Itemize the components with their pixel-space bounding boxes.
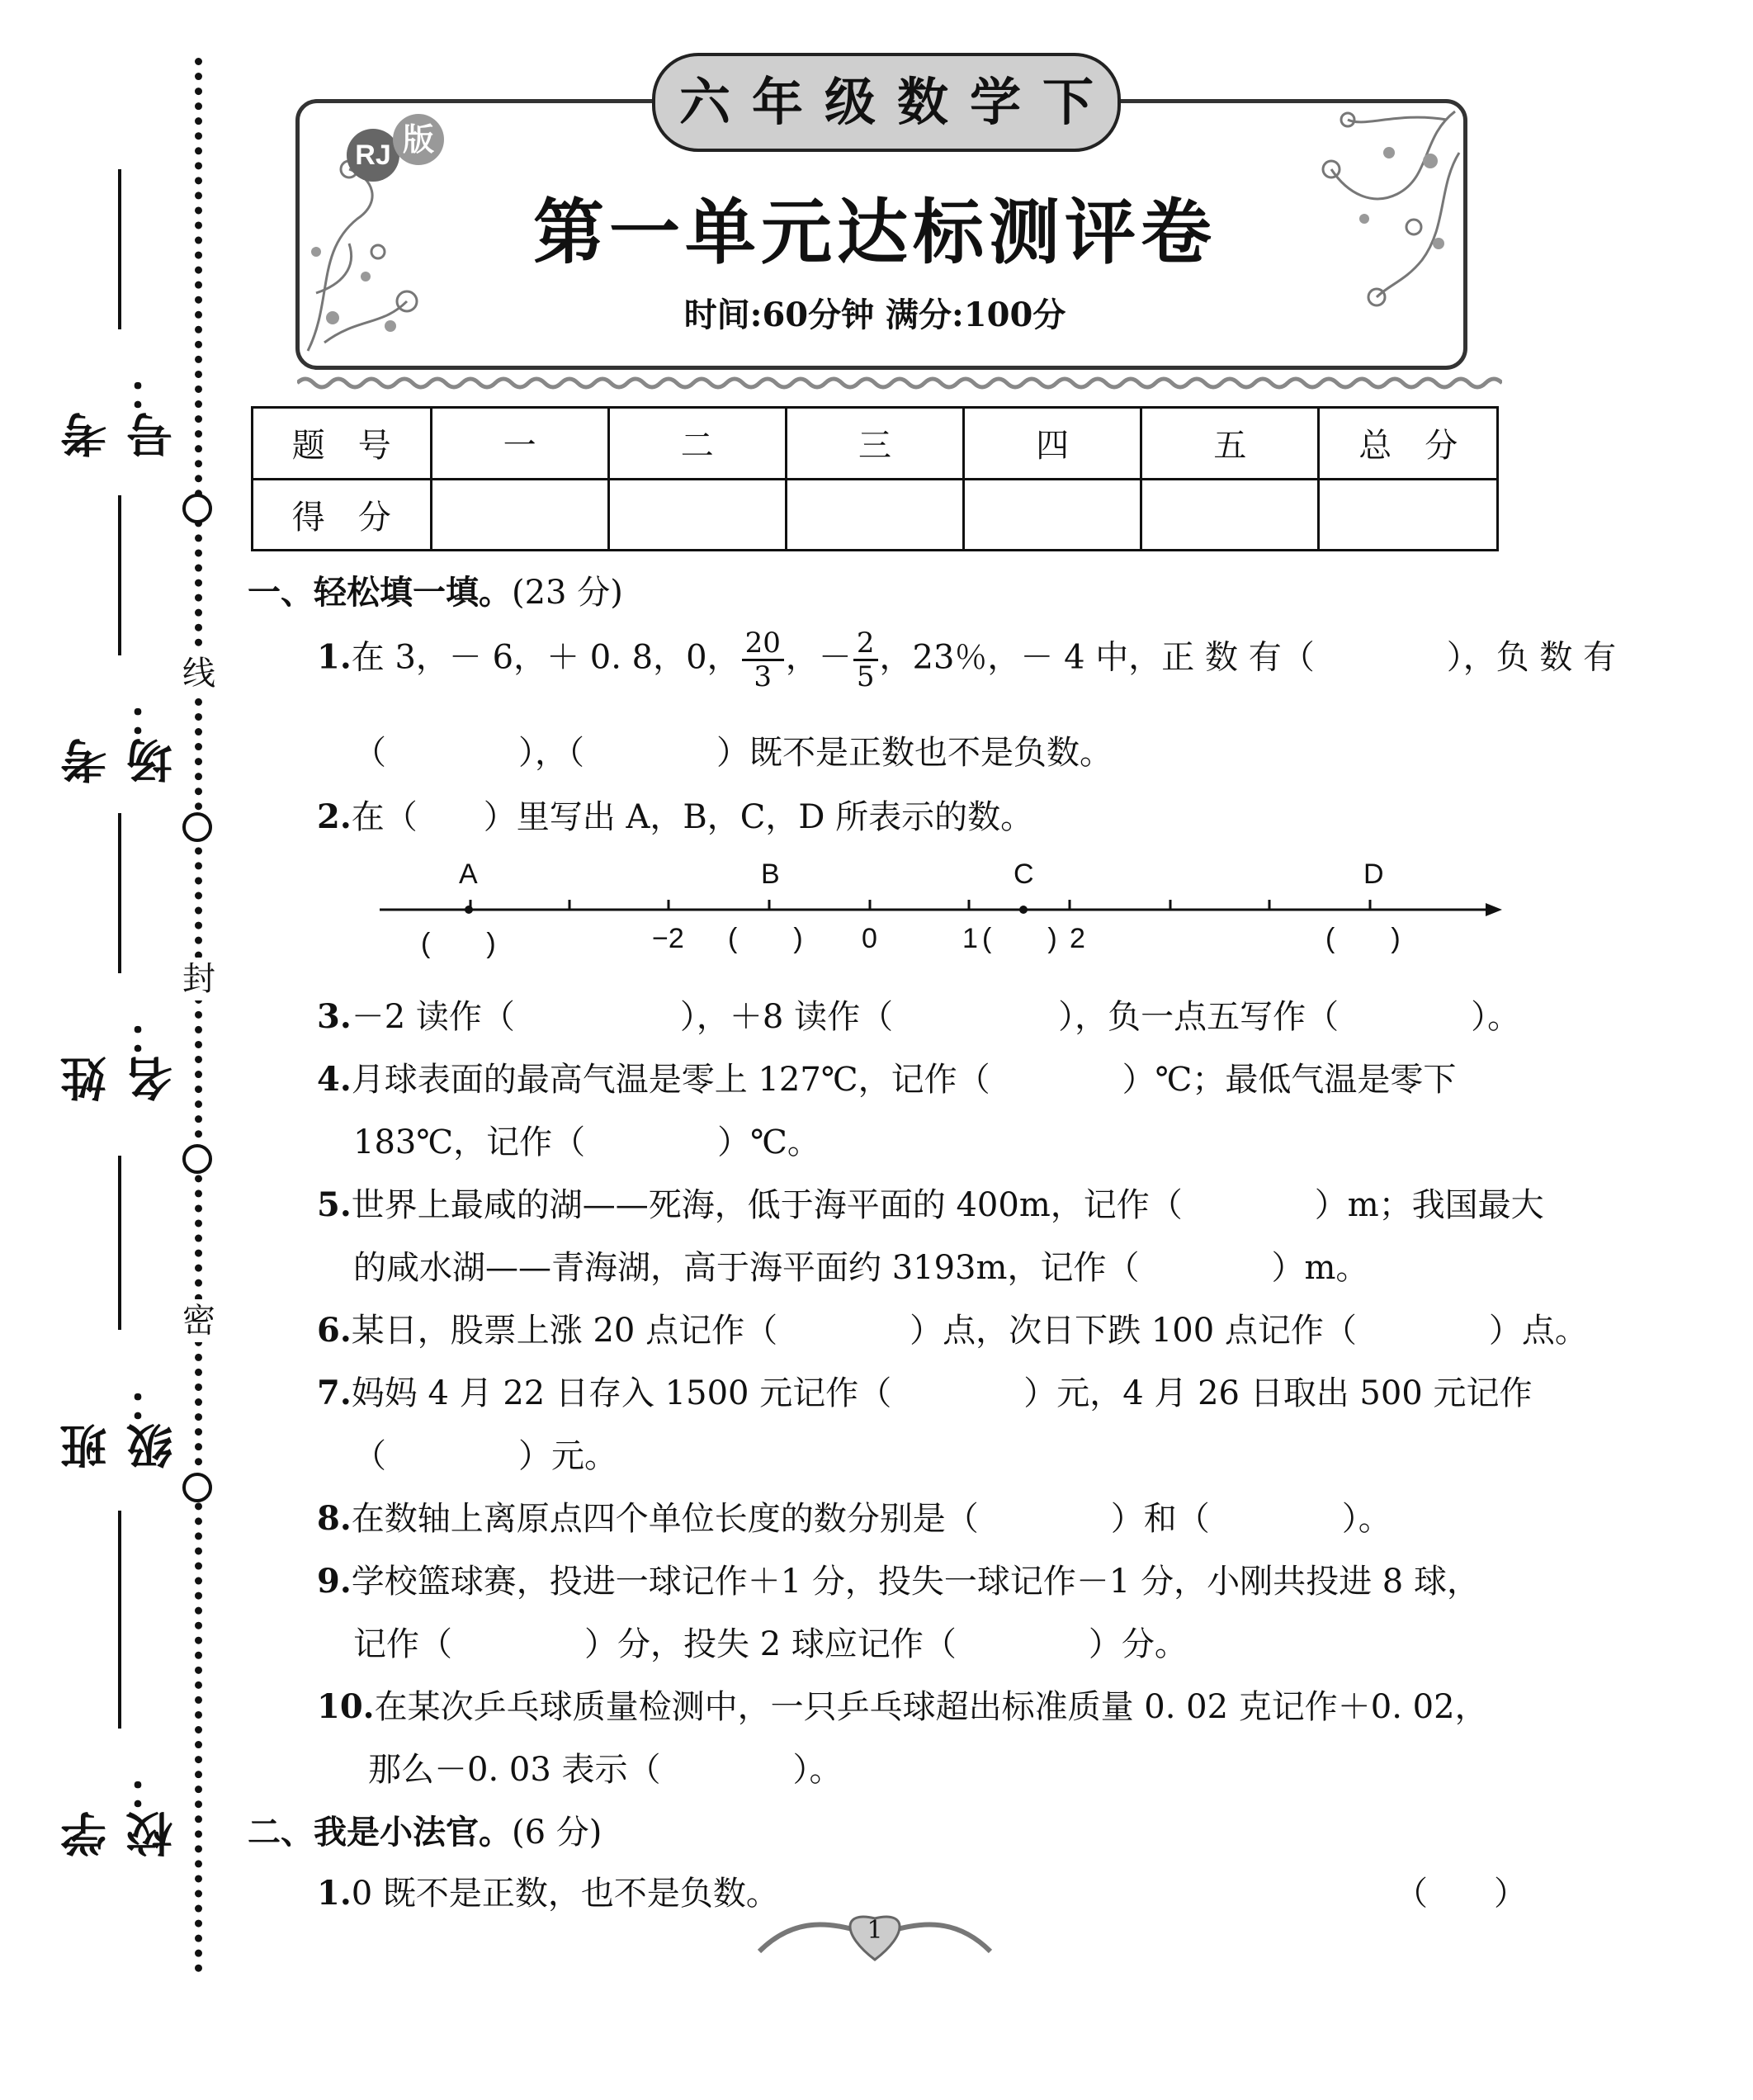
section-1-heading <box>248 566 623 613</box>
question-number: 7. <box>317 1374 352 1412</box>
judge-question-1 <box>317 1867 779 1914</box>
frac-denominator: 5 <box>856 660 875 693</box>
q10-text: 在某次乒乓球质量检测中，一只乒乓球超出标准质量 0. 02 克记作＋0. 02， <box>374 1688 1488 1726</box>
q1-text-c: ，23％，－ 4 中，正 数 有（ ），负 数 有 <box>879 638 1617 677</box>
section-2-title: 二、我是小法官。 <box>248 1813 512 1852</box>
class-field[interactable] <box>59 1156 180 1469</box>
score-table-score-row <box>253 479 1498 551</box>
floral-ornament-right-icon <box>1298 103 1463 310</box>
table-cell: 总 分 <box>1319 408 1498 480</box>
class-label: 班级： <box>59 1377 180 1469</box>
seal-char-mi: 密 <box>178 1299 220 1342</box>
section-2-points: (6 分) <box>512 1814 602 1852</box>
floral-ornament-left-icon <box>300 153 423 359</box>
exam-room-field[interactable] <box>59 495 180 784</box>
question-number: 5. <box>317 1185 352 1224</box>
binding-hole <box>182 812 212 842</box>
tick-label: −2 <box>652 923 684 954</box>
ribbon-char: 下 <box>1042 72 1094 132</box>
q4-text: 月球表面的最高气温是零上 127℃，记作（ ）℃；最低气温是零下 <box>351 1061 1457 1099</box>
question-5-line-2: 的咸水湖——青海湖，高于海平面约 3193m，记作（ ）m。 <box>353 1249 1369 1287</box>
school-field[interactable] <box>59 1511 180 1857</box>
question-number: 8. <box>317 1499 352 1538</box>
answer-paren[interactable]: ( ) <box>728 923 803 954</box>
q3-text: －2 读作（ ），＋8 读作（ ），负一点五写作（ ）。 <box>351 998 1521 1036</box>
frac-numerator: 20 <box>742 627 784 661</box>
score-input-cell[interactable] <box>431 479 608 551</box>
q8-text: 在数轴上离原点四个单位长度的数分别是（ ）和（ ）。 <box>351 1500 1392 1538</box>
table-cell: 五 <box>1141 408 1319 480</box>
judge-answer-box[interactable]: （ ） <box>1395 1875 1527 1913</box>
table-cell: 二 <box>608 408 786 480</box>
score-input-cell[interactable] <box>786 479 963 551</box>
tick-label: 2 <box>1070 923 1085 954</box>
exam-number-label: 考号： <box>59 366 180 458</box>
point-a-dot <box>465 906 473 914</box>
question-7 <box>317 1367 1532 1414</box>
score-input-cell[interactable] <box>964 479 1141 551</box>
question-number: 4. <box>317 1060 352 1099</box>
grade-subject-ribbon <box>652 53 1121 152</box>
fraction-20-3 <box>742 627 784 693</box>
score-input-cell[interactable] <box>1319 479 1498 551</box>
question-number: 10. <box>317 1687 375 1726</box>
page-number: 1 <box>867 1916 883 1945</box>
point-label-b: B <box>761 858 780 890</box>
question-1-line-2: （ ），（ ）既不是正数也不是负数。 <box>353 734 1113 772</box>
table-cell-label: 题 号 <box>253 408 432 480</box>
question-7-line-2: （ ）元。 <box>353 1437 617 1475</box>
question-8 <box>317 1492 1392 1540</box>
point-c-dot <box>1019 906 1028 914</box>
ribbon-char: 六 <box>678 72 730 132</box>
point-label-d: D <box>1363 858 1384 890</box>
score-input-cell[interactable] <box>608 479 786 551</box>
question-number: 1. <box>317 637 352 677</box>
question-5 <box>317 1179 1544 1226</box>
question-9 <box>317 1555 1480 1602</box>
tick-label: 0 <box>862 923 877 954</box>
answer-paren[interactable]: ( ) <box>1325 923 1401 954</box>
exam-time-score: 时间:60分钟 满分:100分 <box>683 296 1066 334</box>
question-3 <box>317 991 1520 1038</box>
name-line <box>118 813 121 973</box>
score-table <box>251 406 1499 551</box>
number-line <box>347 850 1502 974</box>
badge-edition: 版 <box>393 114 444 165</box>
q7-text: 妈妈 4 月 22 日存入 1500 元记作（ ）元，4 月 26 日取出 500 元记作 <box>351 1374 1533 1412</box>
ribbon-char: 年 <box>751 72 803 132</box>
ribbon-char: 数 <box>896 72 948 132</box>
number-line-arrow-icon <box>1486 903 1502 916</box>
binding-hole <box>182 494 212 523</box>
question-2 <box>317 791 1033 838</box>
binding-hole <box>182 1473 212 1502</box>
school-line <box>118 1511 121 1729</box>
name-field[interactable] <box>59 813 180 1102</box>
number-line-ticks <box>470 900 1370 910</box>
question-6 <box>317 1304 1588 1351</box>
question-number: 9. <box>317 1562 352 1601</box>
exam-number-line <box>118 169 121 329</box>
binding-dotted-line <box>195 58 202 1973</box>
exam-room-line <box>118 495 121 655</box>
school-label: 学校： <box>59 1765 180 1857</box>
question-1 <box>317 627 1616 693</box>
q2-text: 在（ ）里写出 A，B，C，D 所表示的数。 <box>351 798 1034 836</box>
score-input-cell[interactable] <box>1141 479 1319 551</box>
frac-numerator: 2 <box>853 627 878 661</box>
answer-paren[interactable]: ( ) <box>421 928 496 959</box>
page-title: 第一单元达标测评卷 <box>533 191 1217 274</box>
section-1-title: 一、轻松填一填。 <box>248 573 512 612</box>
question-10 <box>317 1681 1488 1728</box>
section-2-heading <box>248 1806 602 1853</box>
name-label: 姓名： <box>59 1010 180 1102</box>
question-4-line-2: 183℃，记作（ ）℃。 <box>353 1123 820 1161</box>
question-number: 2. <box>317 797 352 836</box>
q1-text-a: 在 3，－ 6，＋ 0. 8，0， <box>351 638 740 677</box>
ribbon-char: 级 <box>824 72 876 132</box>
table-cell: 一 <box>431 408 608 480</box>
ribbon-char: 学 <box>969 72 1021 132</box>
q9-text: 学校篮球赛，投进一球记作＋1 分，投失一球记作－1 分，小刚共投进 8 球， <box>351 1563 1480 1601</box>
score-table-header-row <box>253 408 1498 480</box>
tick-label: 1 <box>962 923 978 954</box>
question-10-line-2: 那么－0. 03 表示（ ）。 <box>368 1751 843 1789</box>
q1-text-b: ，－ <box>785 638 852 677</box>
judge-q1-text: 0 既不是正数，也不是负数。 <box>351 1875 779 1913</box>
table-cell-label: 得 分 <box>253 479 432 551</box>
class-line <box>118 1156 121 1330</box>
q5-text: 世界上最咸的湖——死海，低于海平面的 400m，记作（ ）m；我国最大 <box>351 1186 1544 1224</box>
question-number: 6. <box>317 1311 352 1350</box>
fraction-2-5 <box>853 627 878 693</box>
question-number: 1. <box>317 1874 352 1913</box>
badge-rj: RJ <box>347 129 399 182</box>
question-4 <box>317 1053 1456 1100</box>
binding-hole <box>182 1144 212 1174</box>
table-cell: 三 <box>786 408 963 480</box>
seal-char-feng: 封 <box>178 958 220 1000</box>
table-cell: 四 <box>964 408 1141 480</box>
exam-room-label: 考场： <box>59 692 180 784</box>
section-1-points: (23 分) <box>512 574 623 612</box>
point-label-c: C <box>1014 858 1034 890</box>
edition-badge <box>347 114 456 182</box>
page-number-ornament <box>751 1902 999 1968</box>
question-number: 3. <box>317 997 352 1036</box>
frac-denominator: 3 <box>754 660 773 693</box>
exam-number-field[interactable] <box>59 169 180 458</box>
seal-char-xian: 线 <box>178 652 220 695</box>
question-9-line-2: 记作（ ）分，投失 2 球应记作（ ）分。 <box>353 1625 1188 1663</box>
answer-paren[interactable]: ( ) <box>982 923 1057 954</box>
wavy-divider <box>297 375 1502 391</box>
q6-text: 某日，股票上涨 20 点记作（ ）点，次日下跌 100 点记作（ ）点。 <box>351 1312 1588 1350</box>
point-label-a: A <box>459 858 478 890</box>
